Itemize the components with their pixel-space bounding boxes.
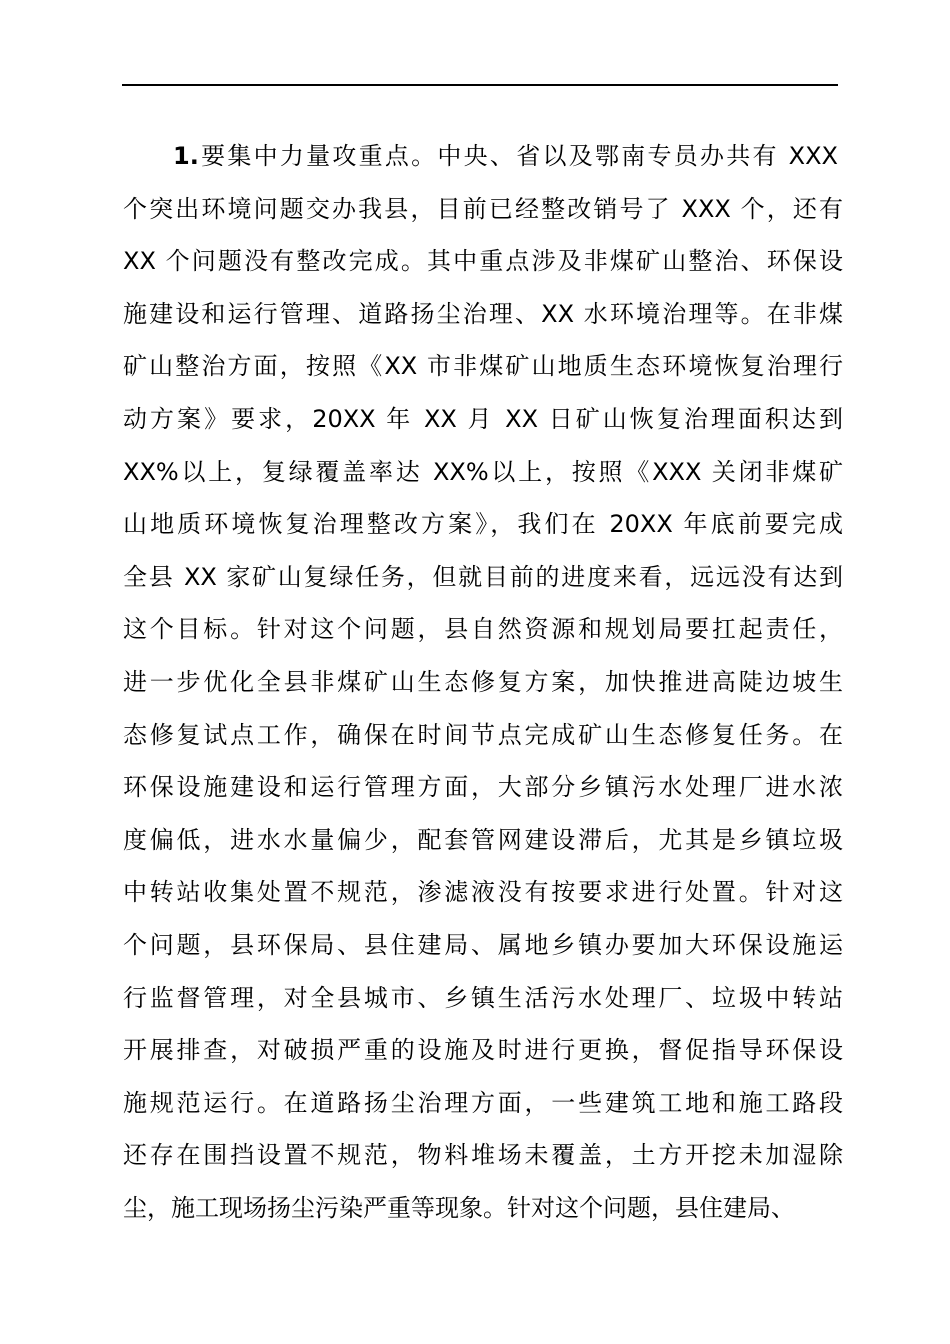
text-line: 中转站收集处置不规范，渗滤液没有按要求进行处置。针对这	[123, 878, 843, 907]
text-line: 矿山整治方面，按照《XX 市非煤矿山地质生态环境恢复治理行	[123, 352, 843, 381]
text-line	[123, 130, 838, 183]
text-line: 行监督管理，对全县城市、乡镇生活污水处理厂、垃圾中转站	[123, 983, 843, 1012]
text-line: 开展排查，对破损严重的设施及时进行更换，督促指导环保设	[123, 1036, 843, 1065]
text-line: 山地质环境恢复治理整改方案》，我们在 20XX 年底前要完成	[123, 510, 843, 539]
text-line: 个突出环境问题交办我县，目前已经整改销号了 XXX 个，还有	[123, 194, 843, 223]
text-line-content: 要集中力量攻重点。中央、省以及鄂南专员办共有 XXX	[198, 142, 838, 170]
text-line: 还存在围挡设置不规范，物料堆场未覆盖，土方开挖未加湿除	[123, 1141, 843, 1170]
text-line: 这个目标。针对这个问题，县自然资源和规划局要扛起责任，	[123, 615, 843, 644]
text-line: 全县 XX 家矿山复绿任务，但就目前的进度来看，远远没有达到	[123, 562, 843, 591]
text-line: XX%以上，复绿覆盖率达 XX%以上，按照《XXX 关闭非煤矿	[123, 457, 843, 486]
text-line: 施规范运行。在道路扬尘治理方面，一些建筑工地和施工路段	[123, 1088, 843, 1117]
text-line: 动方案》要求，20XX 年 XX 月 XX 日矿山恢复治理面积达到	[123, 404, 843, 433]
item-number: 1.	[173, 142, 199, 170]
text-line: 度偏低，进水水量偏少，配套管网建设滞后，尤其是乡镇垃圾	[123, 825, 843, 854]
body-paragraph	[123, 130, 843, 1234]
text-line: 进一步优化全县非煤矿山生态修复方案，加快推进高陡边坡生	[123, 667, 843, 696]
header-rule	[122, 84, 838, 86]
text-line: 尘，施工现场扬尘污染严重等现象。针对这个问题，县住建局、	[123, 1193, 795, 1222]
text-line: 态修复试点工作，确保在时间节点完成矿山生态修复任务。在	[123, 720, 843, 749]
text-line: XX 个问题没有整改完成。其中重点涉及非煤矿山整治、环保设	[123, 247, 843, 276]
text-line: 个问题，县环保局、县住建局、属地乡镇办要加大环保设施运	[123, 930, 843, 959]
text-line: 施建设和运行管理、道路扬尘治理、XX 水环境治理等。在非煤	[123, 299, 843, 328]
text-line: 环保设施建设和运行管理方面，大部分乡镇污水处理厂进水浓	[123, 773, 843, 802]
